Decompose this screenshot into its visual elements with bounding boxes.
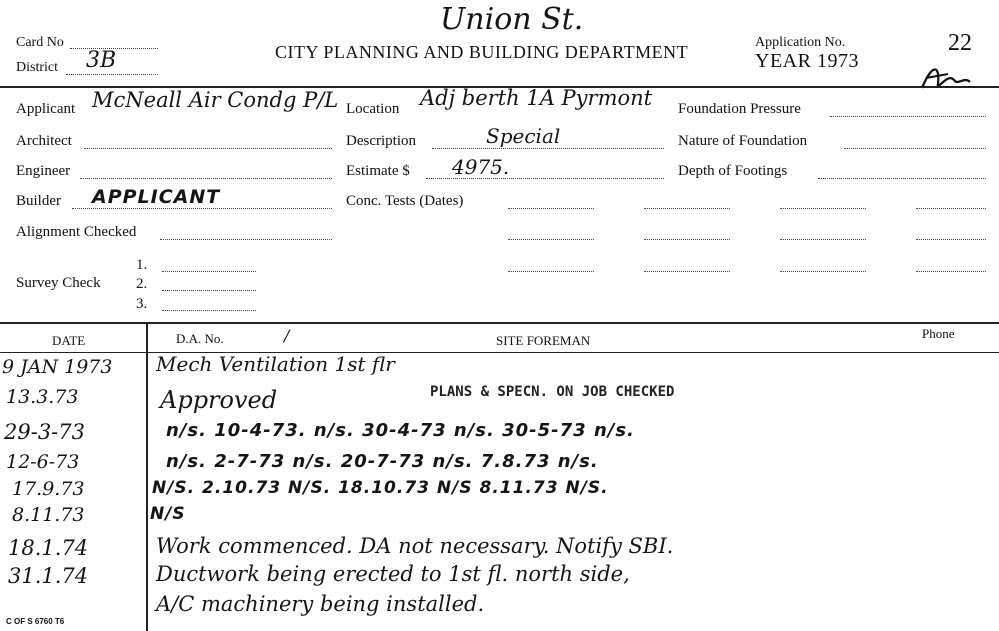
description-line (432, 148, 664, 149)
nature-foundation-label: Nature of Foundation (678, 133, 808, 149)
conc-line-3c (780, 271, 866, 272)
alignment-label: Alignment Checked (16, 224, 137, 240)
estimate-value: 4975. (452, 155, 510, 179)
date-header: DATE (52, 333, 86, 348)
phone-header: Phone (922, 326, 955, 341)
estimate-label: Estimate $ (346, 163, 410, 179)
table-top-rule (0, 322, 999, 324)
conc-line-1d (916, 208, 986, 209)
survey-line-3 (162, 310, 256, 311)
conc-line-2a (508, 239, 594, 240)
table-header-rule (0, 352, 999, 353)
survey-label: Survey Check (16, 275, 101, 291)
row-8-text: Ductwork being erected to 1st fl. north side, (156, 562, 630, 586)
conc-line-3b (644, 271, 730, 272)
row-6-text: N/S (150, 504, 186, 524)
location-label: Location (346, 101, 400, 117)
da-header: D.A. No. (176, 331, 224, 346)
street-name: Union St. (440, 2, 584, 37)
form-code: C OF S 6760 T6 (6, 617, 65, 626)
builder-line (72, 208, 332, 209)
row-4-text: n/s. 2-7-73 n/s. 20-7-73 n/s. 7.8.73 n/s. (166, 451, 599, 472)
conc-line-1b (644, 208, 730, 209)
row-4-date: 12-6-73 (6, 451, 80, 473)
site-foreman-header: SITE FOREMAN (496, 333, 591, 348)
depth-footings-line (818, 178, 986, 179)
alignment-line (160, 239, 332, 240)
row-6-date: 8.11.73 (12, 504, 85, 526)
engineer-label: Engineer (16, 163, 71, 179)
date-column-divider (146, 322, 148, 631)
card-no-label: Card No (16, 35, 64, 50)
initials-signature (918, 58, 978, 98)
description-label: Description (346, 133, 416, 149)
conc-line-2b (644, 239, 730, 240)
row-9-text: A/C machinery being installed. (156, 592, 485, 616)
description-value: Special (486, 124, 561, 148)
application-no-label: Application No. (755, 35, 846, 50)
row-2-text: Approved (160, 386, 278, 414)
applicant-value: McNeall Air Condg P/L (92, 88, 339, 112)
nature-foundation-line (844, 148, 986, 149)
row-5-date: 17.9.73 (12, 478, 85, 500)
location-value: Adj berth 1A Pyrmont (420, 86, 653, 110)
row-1-date: 9 JAN 1973 (2, 356, 113, 378)
row-5-text: N/S. 2.10.73 N/S. 18.10.73 N/S 8.11.73 N/S. (152, 478, 609, 498)
depth-footings-label: Depth of Footings (678, 163, 788, 179)
conc-line-2c (780, 239, 866, 240)
builder-value: APPLICANT (92, 186, 221, 208)
row-8-date: 31.1.74 (8, 564, 89, 588)
conc-tests-label: Conc. Tests (Dates) (346, 193, 464, 209)
department-title: CITY PLANNING AND BUILDING DEPARTMENT (275, 42, 689, 62)
row-7-text: Work commenced. DA not necessary. Notify SBI. (156, 534, 674, 558)
district-value: 3B (86, 48, 117, 73)
row-2-date: 13.3.73 (6, 386, 79, 408)
row-3-date: 29-3-73 (4, 420, 85, 444)
year-label: YEAR 1973 (755, 50, 859, 72)
architect-line (84, 148, 332, 149)
survey-line-2 (162, 290, 256, 291)
row-7-date: 18.1.74 (8, 536, 89, 560)
foundation-pressure-label: Foundation Pressure (678, 101, 801, 117)
plans-checked-stamp: PLANS & SPECN. ON JOB CHECKED (430, 384, 675, 400)
district-label: District (16, 60, 58, 75)
row-3-text: n/s. 10-4-73. n/s. 30-4-73 n/s. 30-5-73 n/s. (166, 420, 635, 441)
foundation-pressure-line (830, 116, 986, 117)
architect-label: Architect (16, 133, 72, 149)
row-1-text: Mech Ventilation 1st flr (156, 352, 395, 376)
survey-item-2: 2. (136, 276, 148, 292)
district-line (66, 74, 158, 75)
estimate-line (426, 178, 664, 179)
conc-line-1a (508, 208, 594, 209)
engineer-line (80, 178, 332, 179)
survey-item-3: 3. (136, 296, 148, 312)
da-value: / (284, 326, 290, 345)
conc-line-2d (916, 239, 986, 240)
applicant-label: Applicant (16, 101, 76, 117)
survey-item-1: 1. (136, 257, 148, 273)
builder-label: Builder (16, 193, 61, 209)
application-no-value: 22 (948, 30, 972, 56)
conc-line-3d (916, 271, 986, 272)
survey-line-1 (162, 271, 256, 272)
conc-line-3a (508, 271, 594, 272)
conc-line-1c (780, 208, 866, 209)
